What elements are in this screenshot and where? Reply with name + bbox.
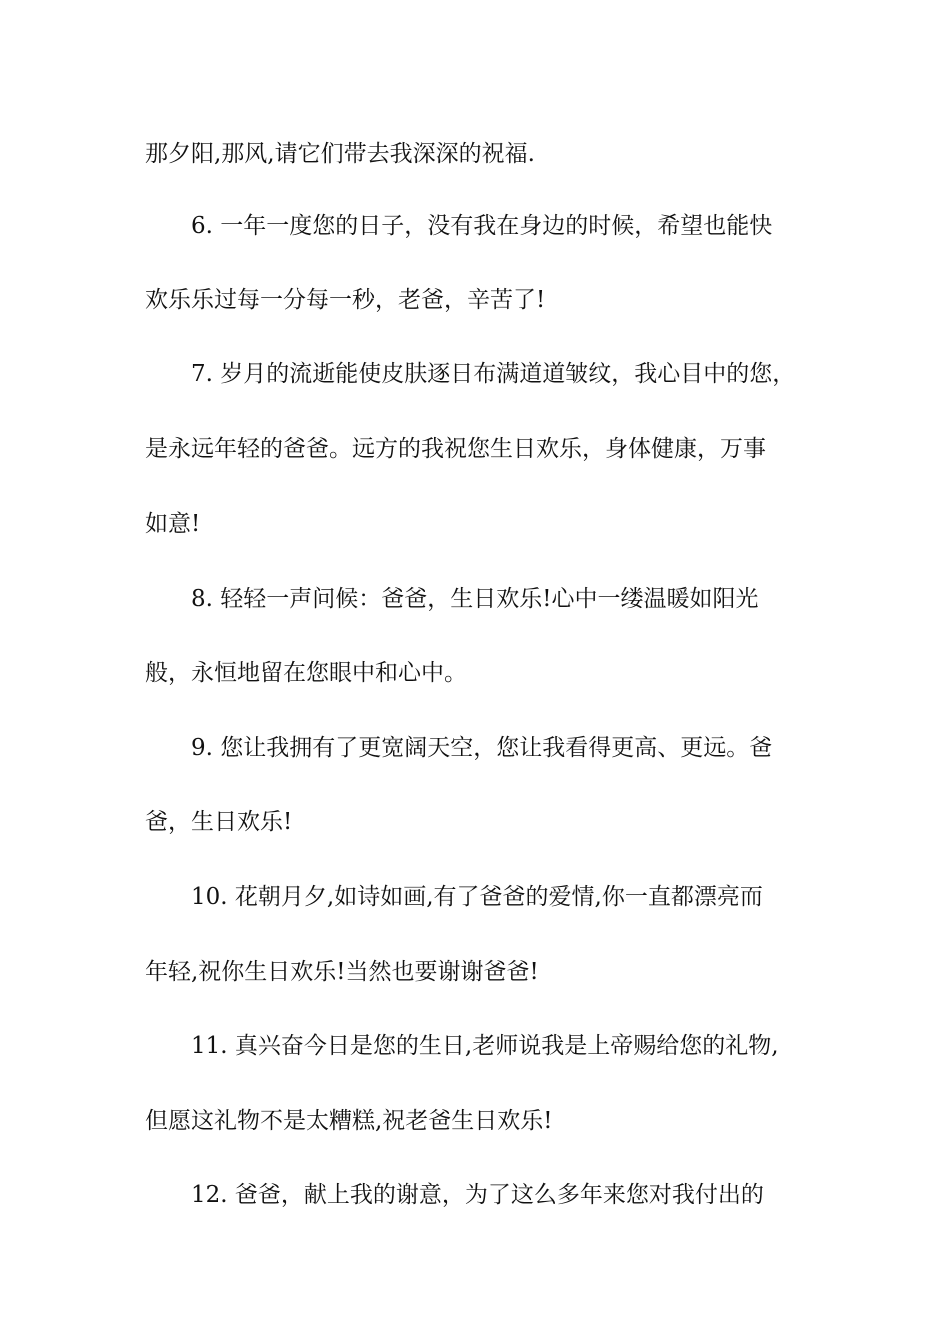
text-line-11: 10. 花朝月夕,如诗如画,有了爸爸的爱情,你一直都漂亮而 — [191, 884, 763, 910]
text-line-10: 爸，生日欢乐! — [145, 809, 293, 835]
text-line-15: 12. 爸爸，献上我的谢意，为了这么多年来您对我付出的 — [191, 1182, 764, 1208]
text-line-14: 但愿这礼物不是太糟糕,祝老爸生日欢乐! — [145, 1108, 553, 1134]
text-line-4: 7. 岁月的流逝能使皮肤逐日布满道道皱纹，我心目中的您， — [191, 361, 796, 387]
text-line-13: 11. 真兴奋今日是您的生日,老师说我是上帝赐给您的礼物, — [191, 1033, 779, 1059]
text-line-2: 6. 一年一度您的日子，没有我在身边的时候，希望也能快 — [191, 213, 773, 239]
text-line-6: 如意! — [145, 511, 201, 537]
text-line-12: 年轻,祝你生日欢乐!当然也要谢谢爸爸! — [145, 959, 539, 985]
text-line-1: 那夕阳,那风,请它们带去我深深的祝福. — [145, 141, 535, 167]
text-line-3: 欢乐乐过每一分每一秒，老爸，辛苦了! — [145, 287, 546, 313]
text-line-9: 9. 您让我拥有了更宽阔天空，您让我看得更高、更远。爸 — [191, 735, 773, 761]
text-line-5: 是永远年轻的爸爸。远方的我祝您生日欢乐，身体健康，万事 — [145, 436, 766, 462]
text-line-8: 般，永恒地留在您眼中和心中。 — [145, 660, 467, 686]
text-line-7: 8. 轻轻一声问候：爸爸，生日欢乐!心中一缕温暖如阳光 — [191, 586, 759, 612]
